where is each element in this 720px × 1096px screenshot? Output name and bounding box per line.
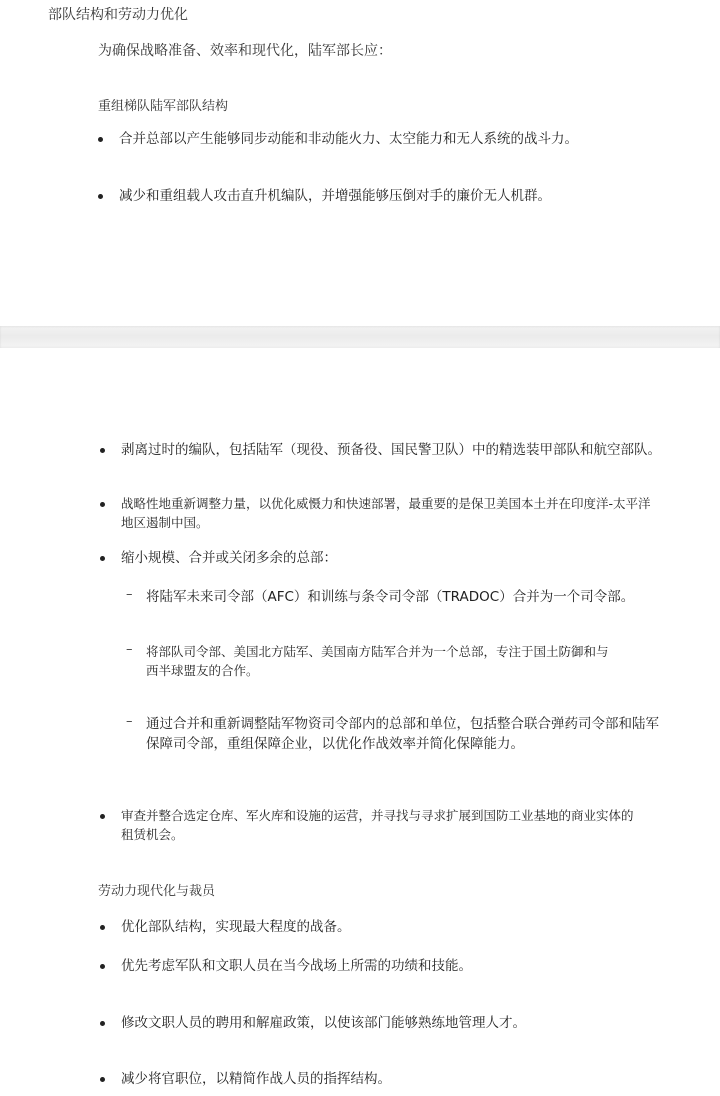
bullet-icon bbox=[98, 137, 103, 142]
list-item-text: 减少将官职位，以精简作战人员的指挥结构。 bbox=[121, 1071, 391, 1087]
list-item bbox=[100, 1013, 660, 1033]
list-item-text: 修改文职人员的聘用和解雇政策，以使该部门能够熟练地管理人才。 bbox=[121, 1015, 526, 1031]
sub-list-item bbox=[126, 714, 671, 754]
dash-icon: – bbox=[126, 642, 133, 657]
intro-text: 为确保战略准备、效率和现代化，陆军部长应： bbox=[98, 43, 392, 59]
sub-list-item-text: 将陆军未来司令部（AFC）和训练与条令司令部（TRADOC）合并为一个司令部。 bbox=[146, 589, 635, 605]
list-item bbox=[98, 129, 658, 149]
list-item-text: 优化部队结构，实现最大程度的战备。 bbox=[121, 919, 351, 935]
sub-list-item bbox=[126, 642, 616, 680]
list-item bbox=[100, 1069, 660, 1089]
list-item bbox=[100, 806, 645, 844]
bullet-icon bbox=[100, 1021, 105, 1026]
bullet-icon bbox=[100, 448, 105, 453]
bullet-icon bbox=[100, 964, 105, 969]
page-divider bbox=[0, 326, 720, 348]
section-heading-workforce: 劳动力现代化与裁员 bbox=[98, 884, 216, 899]
list-item-text: 优先考虑军队和文职人员在当今战场上所需的功绩和技能。 bbox=[121, 958, 472, 974]
list-item-text: 审查并整合选定仓库、军火库和设施的运营，并寻找与寻求扩展到国防工业基地的商业实体的租赁机会。 bbox=[121, 808, 634, 842]
list-item bbox=[100, 917, 660, 937]
bullet-icon bbox=[100, 502, 105, 507]
list-item-text: 缩小规模、合并或关闭多余的总部： bbox=[121, 550, 337, 566]
page-title: 部队结构和劳动力优化 bbox=[48, 7, 188, 23]
bullet-icon bbox=[100, 814, 105, 819]
list-item bbox=[100, 956, 660, 976]
list-item-text: 减少和重组载人攻击直升机编队，并增强能够压倒对手的廉价无人机群。 bbox=[119, 188, 551, 204]
bullet-icon bbox=[100, 925, 105, 930]
list-item-text: 合并总部以产生能够同步动能和非动能火力、太空能力和无人系统的战斗力。 bbox=[119, 131, 578, 147]
bullet-icon bbox=[100, 556, 105, 561]
bullet-icon bbox=[98, 194, 103, 199]
list-item-text: 剥离过时的编队，包括陆军（现役、预备役、国民警卫队）中的精选装甲部队和航空部队。 bbox=[121, 442, 661, 458]
list-item bbox=[100, 440, 670, 460]
list-item bbox=[100, 494, 660, 532]
sub-list-item bbox=[126, 587, 636, 607]
dash-icon: – bbox=[126, 714, 133, 729]
list-item bbox=[100, 548, 660, 568]
sub-list-item-text: 通过合并和重新调整陆军物资司令部内的总部和单位，包括整合联合弹药司令部和陆军保障司令部，重组保障企业，以优化作战效率并简化保障能力。 bbox=[146, 716, 659, 752]
list-item bbox=[98, 186, 658, 206]
dash-icon: – bbox=[126, 587, 133, 602]
list-item-text: 战略性地重新调整力量，以优化威慑力和快速部署，最重要的是保卫美国本土并在印度洋-太平洋地区遏制中国。 bbox=[121, 496, 651, 530]
bullet-icon bbox=[100, 1077, 105, 1082]
section-heading-force-structure: 重组梯队陆军部队结构 bbox=[98, 99, 229, 114]
sub-list-item-text: 将部队司令部、美国北方陆军、美国南方陆军合并为一个总部，专注于国土防御和与西半球盟友的合作。 bbox=[146, 644, 609, 678]
